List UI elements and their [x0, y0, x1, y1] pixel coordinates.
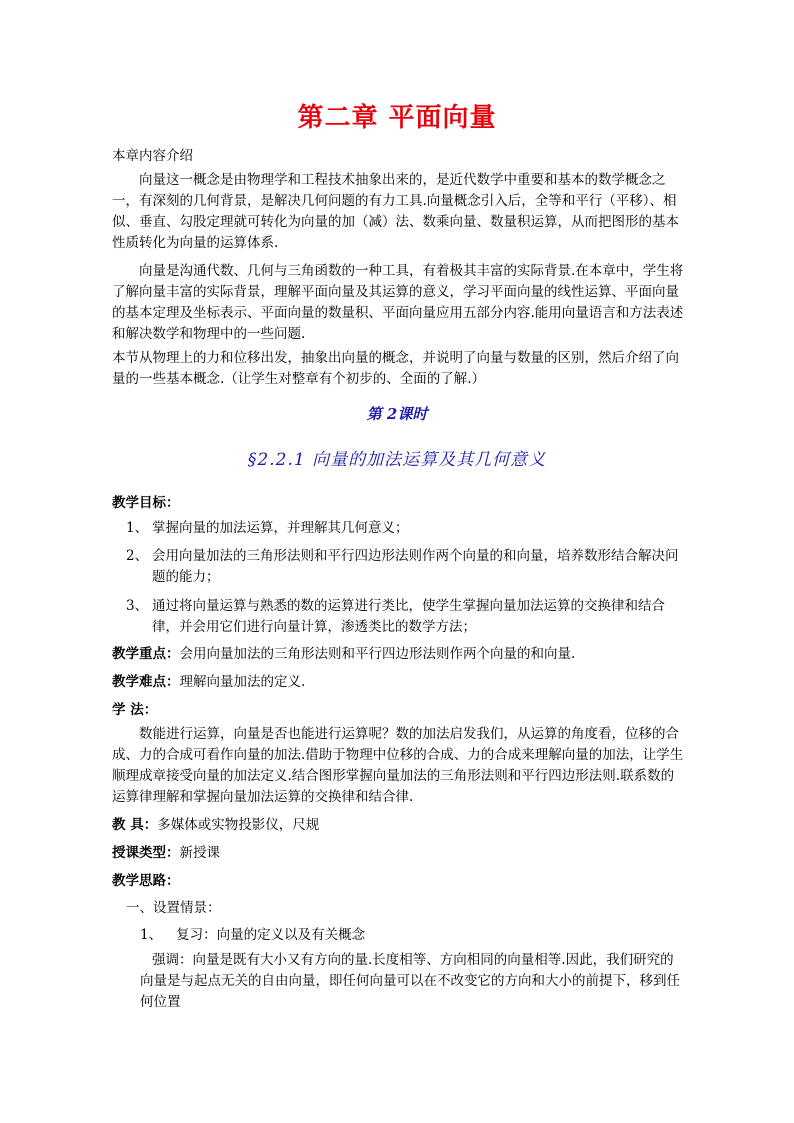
goal-text: 掌握向量的加法运算，并理解其几何意义； — [152, 520, 409, 536]
section-heading: §2.2.1 向量的加法运算及其几何意义 — [247, 450, 547, 470]
intro-label: 本章内容介绍 — [112, 148, 193, 164]
teaching-goals — [112, 493, 684, 635]
difficulty-text: 理解向量加法的定义. — [179, 674, 306, 690]
teaching-thinking-label: 教学思路： — [112, 873, 180, 889]
goal-text: 会用向量加法的三角形法则和平行四边形法则作两个向量的和向量，培养数形结合解决问题的能力； — [152, 548, 679, 585]
lesson-type-label: 授课类型： — [112, 845, 180, 861]
chapter-title: 第二章 平面向量 — [297, 103, 497, 133]
goal-number: 2、 — [126, 548, 149, 564]
tools-text: 多媒体或实物投影仪，尺规 — [157, 817, 320, 833]
goals-label: 教学目标： — [112, 495, 180, 511]
step-1-1 — [140, 925, 720, 946]
key-point-text: 会用向量加法的三角形法则和平行四边形法则作两个向量的和向量. — [179, 646, 576, 662]
step-text: 复习：向量的定义以及有关概念 — [176, 927, 366, 943]
method-paragraph: 数能进行运算，向量是否也能进行运算呢？数的加法启发我们，从运算的角度看，位移的合成、力的合成可看作向量的加法.借助于物理中位移的合成、力的合成来理解向量的加法，让学生顺理成章接受向量的加法定义.结合图形掌握向量加法的三角形法则和平行四边形法则.联系数的运算律理解和掌握向量加法运算的交换律和结合律. — [112, 726, 684, 805]
goal-number: 1、 — [126, 520, 149, 536]
lesson-type-text: 新授课 — [179, 845, 220, 861]
difficulty-label: 教学难点： — [112, 674, 180, 690]
tools-label: 教 具： — [112, 817, 158, 833]
goal-number: 3、 — [126, 598, 149, 614]
lesson-type — [112, 843, 692, 864]
intro-paragraph-1: 向量这一概念是由物理学和工程技术抽象出来的，是近代数学中重要和基本的数学概念之一，有深刻的几何背景，是解决几何问题的有力工具.向量概念引入后，全等和平行（平移）、相似、垂直、勾股定理就可转化为向量的加（减）法、数乘向量、数量积运算，从而把图形的基本性质转化为向量的运算体系. — [112, 172, 679, 251]
intro-paragraph-2: 向量是沟通代数、几何与三角函数的一种工具，有着极其丰富的实际背景.在本章中，学生将了解向量丰富的实际背景，理解平面向量及其运算的意义，学习平面向量的线性运算、平面向量的基本定理及坐标表示、平面向量的数量积、平面向量应用五部分内容.能用向量语言和方法表述和解决数学和物理中的一些问题. — [112, 263, 684, 342]
teaching-tools — [112, 815, 692, 836]
goal-text: 通过将向量运算与熟悉的数的运算进行类比，使学生掌握向量加法运算的交换律和结合律，并会用它们进行向量计算，渗透类比的数学方法； — [152, 598, 665, 635]
key-point-label: 教学重点： — [112, 646, 180, 662]
step-number: 1、 — [140, 927, 163, 943]
lesson-heading: 第 2课时 — [366, 405, 428, 423]
method-label: 学 法： — [112, 702, 158, 718]
difficulty — [112, 672, 692, 693]
intro-paragraph-3: 本节从物理上的力和位移出发，抽象出向量的概念，并说明了向量与数量的区别，然后介绍了向量的一些基本概念.（让学生对整章有个初步的、全面的了解.） — [112, 350, 679, 387]
emphasis-paragraph: 强调：向量是既有大小又有方向的量.长度相等、方向相同的向量相等.因此，我们研究的向量是与起点无关的自由向量，即任何向量可以在不改变它的方向和大小的前提下，移到任何位置 — [140, 952, 680, 1010]
key-point — [112, 644, 692, 665]
step-1-heading: 一、设置情景： — [126, 900, 221, 916]
